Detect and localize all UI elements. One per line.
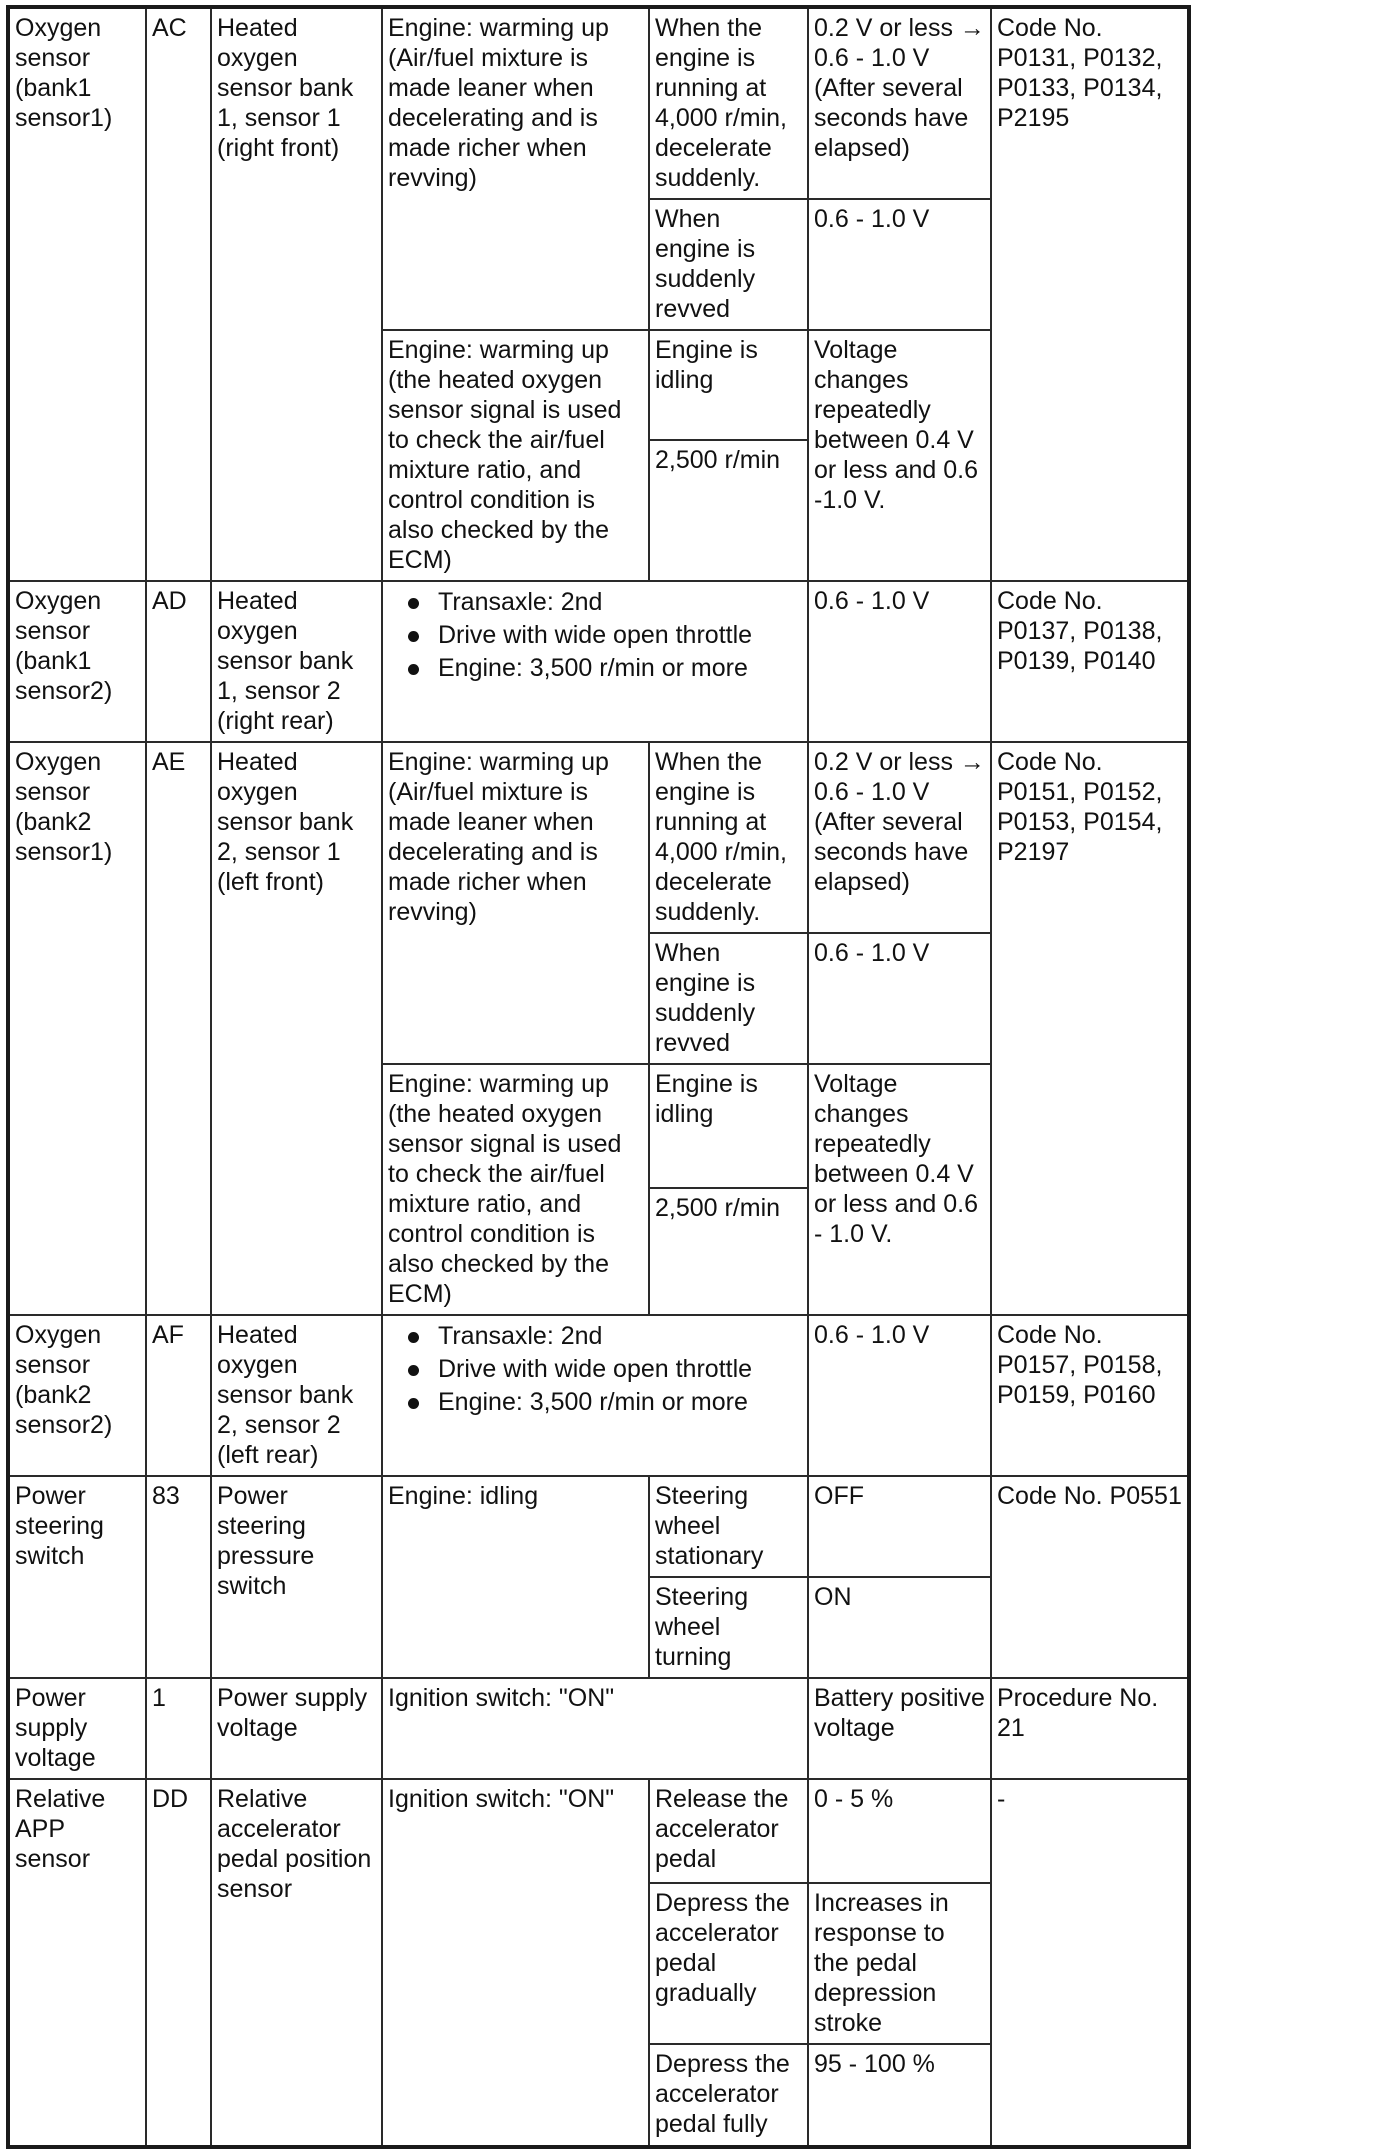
sub-condition-cell: Depress the accelerator pedal gradually (649, 1883, 808, 2044)
item-cell: Relative APP sensor (8, 1779, 146, 2147)
sub-condition-cell: When the engine is running at 4,000 r/min, decelerate suddenly. (649, 742, 808, 933)
reference-cell: Code No. P0137, P0138, P0139, P0140 (991, 581, 1189, 742)
value-cell: 0.6 - 1.0 V (808, 581, 991, 742)
table-container (6, 5, 1191, 2149)
terminal-cell: 1 (146, 1678, 211, 1779)
condition-cell: Ignition switch: "ON" (382, 1678, 808, 1779)
value-cell: 0.2 V or less → 0.6 - 1.0 V (After several seconds have elapsed) (808, 7, 991, 199)
table-row (8, 581, 1189, 742)
item-cell: Oxygen sensor (bank2 sensor1) (8, 742, 146, 1315)
condition-cell: Engine: idling (382, 1476, 649, 1678)
signal-cell: Heated oxygen sensor bank 2, sensor 1 (left front) (211, 742, 382, 1315)
terminal-cell: DD (146, 1779, 211, 2147)
reference-cell: Code No. P0131, P0132, P0133, P0134, P2195 (991, 7, 1189, 581)
condition-cell: Ignition switch: "ON" (382, 1779, 649, 2147)
ecm-data-table (6, 5, 1191, 2149)
value-cell: OFF (808, 1476, 991, 1577)
sub-condition-cell: Steering wheel stationary (649, 1476, 808, 1577)
sub-condition-cell: Steering wheel turning (649, 1577, 808, 1678)
signal-cell: Relative accelerator pedal position sensor (211, 1779, 382, 2147)
reference-cell: Code No. P0551 (991, 1476, 1189, 1678)
value-cell: 95 - 100 % (808, 2044, 991, 2147)
value-cell: Increases in response to the pedal depression stroke (808, 1883, 991, 2044)
sub-condition-cell: Engine is idling (649, 1064, 808, 1188)
condition-cell: Engine: warming up (the heated oxygen sensor signal is used to check the air/fuel mixture ratio, and control condition is also checked by the ECM) (382, 330, 649, 581)
signal-cell: Power supply voltage (211, 1678, 382, 1779)
sub-condition-cell: Depress the accelerator pedal fully (649, 2044, 808, 2147)
condition-cell: Engine: warming up (Air/fuel mixture is made leaner when decelerating and is made richer when revving) (382, 7, 649, 330)
signal-cell: Heated oxygen sensor bank 1, sensor 2 (right rear) (211, 581, 382, 742)
table-row (8, 1476, 1189, 1577)
sub-condition-cell: 2,500 r/min (649, 1188, 808, 1315)
condition-cell (382, 581, 808, 742)
table-row (8, 7, 1189, 199)
item-cell: Oxygen sensor (bank2 sensor2) (8, 1315, 146, 1476)
list-item: Drive with wide open throttle (406, 619, 802, 652)
list-item: Transaxle: 2nd (406, 586, 802, 619)
value-cell: 0.6 - 1.0 V (808, 933, 991, 1064)
value-cell: 0 - 5 % (808, 1779, 991, 1883)
reference-cell: Code No. P0157, P0158, P0159, P0160 (991, 1315, 1189, 1476)
terminal-cell: AC (146, 7, 211, 581)
sub-condition-cell: When engine is suddenly revved (649, 933, 808, 1064)
sub-condition-cell: When the engine is running at 4,000 r/min, decelerate suddenly. (649, 7, 808, 199)
sub-condition-cell: Release the accelerator pedal (649, 1779, 808, 1883)
list-item: Transaxle: 2nd (406, 1320, 802, 1353)
terminal-cell: AE (146, 742, 211, 1315)
condition-cell: Engine: warming up (the heated oxygen sensor signal is used to check the air/fuel mixture ratio, and control condition is also checked by the ECM) (382, 1064, 649, 1315)
signal-cell: Power steering pressure switch (211, 1476, 382, 1678)
table-row (8, 1315, 1189, 1476)
value-cell: Battery positive voltage (808, 1678, 991, 1779)
condition-list (388, 586, 802, 685)
item-cell: Oxygen sensor (bank1 sensor1) (8, 7, 146, 581)
signal-cell: Heated oxygen sensor bank 1, sensor 1 (right front) (211, 7, 382, 581)
value-cell: 0.2 V or less → 0.6 - 1.0 V (After several seconds have elapsed) (808, 742, 991, 933)
item-cell: Power steering switch (8, 1476, 146, 1678)
condition-cell (382, 1315, 808, 1476)
table-row (8, 1678, 1189, 1779)
value-cell: Voltage changes repeatedly between 0.4 V or less and 0.6 -1.0 V. (808, 330, 991, 581)
table-row (8, 1779, 1189, 1883)
item-cell: Oxygen sensor (bank1 sensor2) (8, 581, 146, 742)
signal-cell: Heated oxygen sensor bank 2, sensor 2 (left rear) (211, 1315, 382, 1476)
value-cell: Voltage changes repeatedly between 0.4 V or less and 0.6 - 1.0 V. (808, 1064, 991, 1315)
list-item: Drive with wide open throttle (406, 1353, 802, 1386)
list-item: Engine: 3,500 r/min or more (406, 652, 802, 685)
table-row (8, 742, 1189, 933)
reference-cell: - (991, 1779, 1189, 2147)
condition-list (388, 1320, 802, 1419)
sub-condition-cell: When engine is suddenly revved (649, 199, 808, 330)
reference-cell: Code No. P0151, P0152, P0153, P0154, P2197 (991, 742, 1189, 1315)
sub-condition-cell: Engine is idling (649, 330, 808, 440)
item-cell: Power supply voltage (8, 1678, 146, 1779)
terminal-cell: 83 (146, 1476, 211, 1678)
value-cell: 0.6 - 1.0 V (808, 1315, 991, 1476)
list-item: Engine: 3,500 r/min or more (406, 1386, 802, 1419)
value-cell: ON (808, 1577, 991, 1678)
sub-condition-cell: 2,500 r/min (649, 440, 808, 581)
value-cell: 0.6 - 1.0 V (808, 199, 991, 330)
terminal-cell: AF (146, 1315, 211, 1476)
terminal-cell: AD (146, 581, 211, 742)
reference-cell: Procedure No. 21 (991, 1678, 1189, 1779)
condition-cell: Engine: warming up (Air/fuel mixture is made leaner when decelerating and is made richer when revving) (382, 742, 649, 1064)
